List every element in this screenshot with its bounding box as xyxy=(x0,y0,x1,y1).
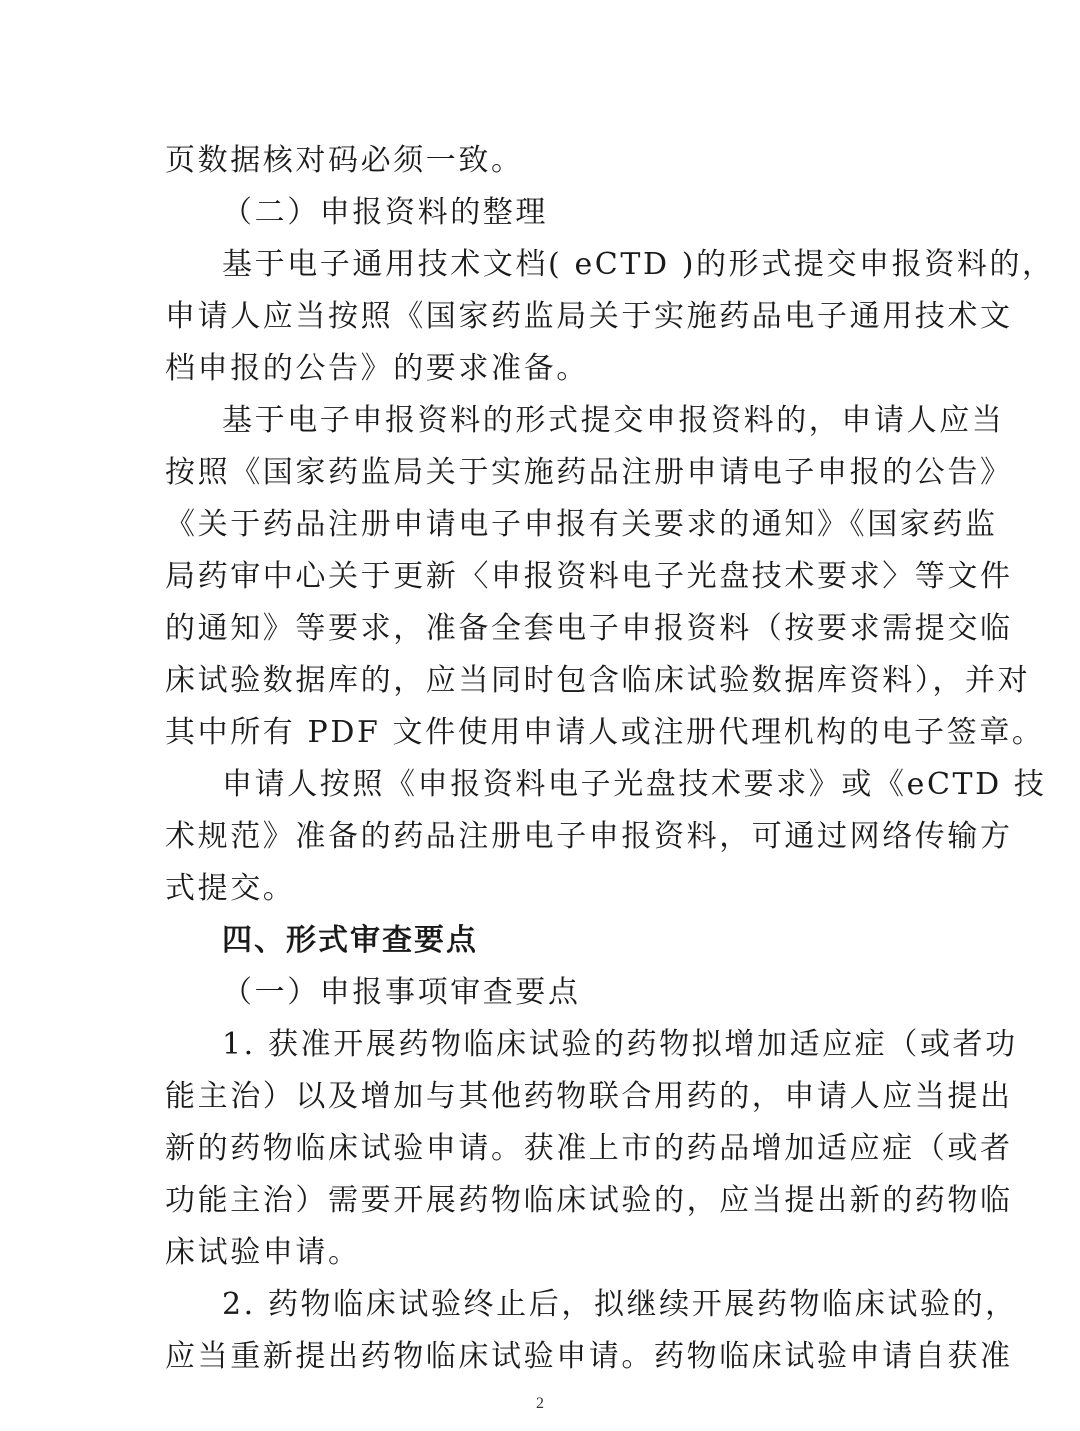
text-line: 页数据核对码必须一致。 xyxy=(165,143,524,178)
chapter-heading: 四、形式审查要点 xyxy=(222,923,478,958)
page-number: 2 xyxy=(536,1395,544,1412)
text-line: 的通知》等要求，准备全套电子申报资料（按要求需提交临 xyxy=(165,611,1013,646)
text-line: 档申报的公告》的要求准备。 xyxy=(165,351,589,386)
text-line: 式提交。 xyxy=(165,871,296,906)
text-line: 新的药物临床试验申请。获准上市的药品增加适应症（或者 xyxy=(165,1131,1013,1166)
text-line: 其中所有 PDF 文件使用申请人或注册代理机构的电子签章。 xyxy=(165,715,1045,750)
text-line: 床试验数据库的，应当同时包含临床试验数据库资料），并对 xyxy=(165,663,1031,698)
text-line: 1. 获准开展药物临床试验的药物拟增加适应症（或者功 xyxy=(222,1027,1018,1062)
text-line: 2. 药物临床试验终止后，拟继续开展药物临床试验的， xyxy=(222,1287,1018,1322)
text-line: 基于电子通用技术文档( eCTD )的形式提交申报资料的， xyxy=(222,247,1055,282)
text-line: 《关于药品注册申请电子申报有关要求的通知》《国家药监 xyxy=(165,507,998,542)
text-line: 功能主治）需要开展药物临床试验的，应当提出新的药物临 xyxy=(165,1183,1013,1218)
text-line: 应当重新提出药物临床试验申请。药物临床试验申请自获准 xyxy=(165,1339,1013,1374)
text-line: 申请人应当按照《国家药监局关于实施药品电子通用技术文 xyxy=(165,299,1013,334)
section-heading: （一）申报事项审查要点 xyxy=(222,975,581,1010)
text-line: 能主治）以及增加与其他药物联合用药的，申请人应当提出 xyxy=(165,1079,1013,1114)
text-line: 局药审中心关于更新〈申报资料电子光盘技术要求〉等文件 xyxy=(165,559,1013,594)
text-line: 术规范》准备的药品注册电子申报资料，可通过网络传输方 xyxy=(165,819,1013,854)
text-line: 按照《国家药监局关于实施药品注册申请电子申报的公告》 xyxy=(165,455,1013,490)
text-line: 床试验申请。 xyxy=(165,1235,361,1270)
text-line: 基于电子申报资料的形式提交申报资料的，申请人应当 xyxy=(222,403,1005,438)
text-line: 申请人按照《申报资料电子光盘技术要求》或《eCTD 技 xyxy=(222,767,1047,802)
section-heading: （二）申报资料的整理 xyxy=(222,195,548,230)
